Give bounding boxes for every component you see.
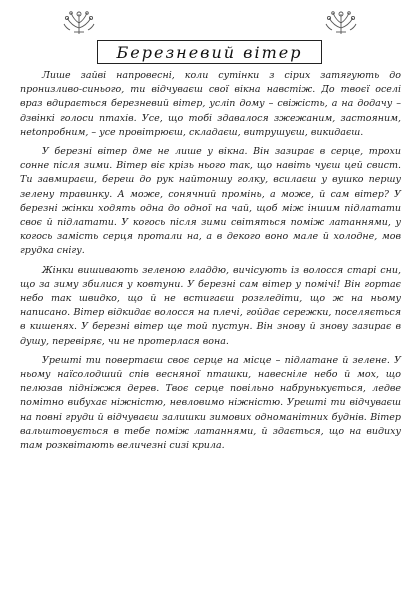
paragraph: Лише зайві напровесні, коли сутінки з сірих затягують до пронизливо-синього, ти відчуваєш свої вікна навстіж. До твоєї оселі враз вдирається березневий вітер, усліп дому – свіжість, а на додачу – дзвінкі голоси птахів. Усе, що тобі здавалося зжежаним, застояним, неtoпробним, – усе провітрюєш, складаєш, витрушуєш, викидаєш. <box>20 70 401 138</box>
paragraph: У березні вітер дме не лише у вікна. Він зазирає в серце, трохи сонне після зими. Вітер віє крізь нього так, що навіть чуєш цей свист. Ти завмираєш, береш до рук найтоншу голку, всилаєш у вушко першу зелену травинку. А може, сонячний промінь, а може, й сам вітер? У березні жінки ходять одна до одної на чай, щоб між іншим підлатати своє й підлатати. У когось після зими світяться поміж латаннями, у когось замість серця протали на, а в декого воно мале й холодне, мов грудка снігу. <box>20 146 401 257</box>
page-title: Березневий вітер <box>116 42 303 62</box>
article-body <box>20 69 401 458</box>
title-frame <box>97 40 322 64</box>
paragraph: Урешті ти повертаєш своє серце на місце – підлатане й зелене. У ньому наїсолодший спів весняної пташки, навесніле небо й мох, що пелюзав підніжжя дерев. Твоє серце повільно набрунькується, ледве помітно вибухає ніжністю, невловимо ніжністю. Урешті ти відчуваєш на повні груди й відчуваєш залишки зимових одноманітних буднів. Вітер вальштовується в тебе поміж латаннями, й здається, що на видиху там розквітають величезні сизі крила. <box>20 354 401 452</box>
paragraph: Жінки вишивають зеленою гладдю, вичісують із волосся старі сни, що за зиму збилися у ковтуни. У березні сам вітер у помічі! Він гортає небо так швидко, що й не встигаєш розгледіти, що ж на ньому написано. Вітер відкидає волосся на плечі, гойдає сережки, поселяється в кишенях. У березні вітер ще той пустун. Він знову й знову зазирає в душу, перевіряє, чи не протерлася вона. <box>20 264 401 347</box>
floral-ornament-right-icon <box>324 10 358 36</box>
floral-ornament-left-icon <box>62 10 96 36</box>
